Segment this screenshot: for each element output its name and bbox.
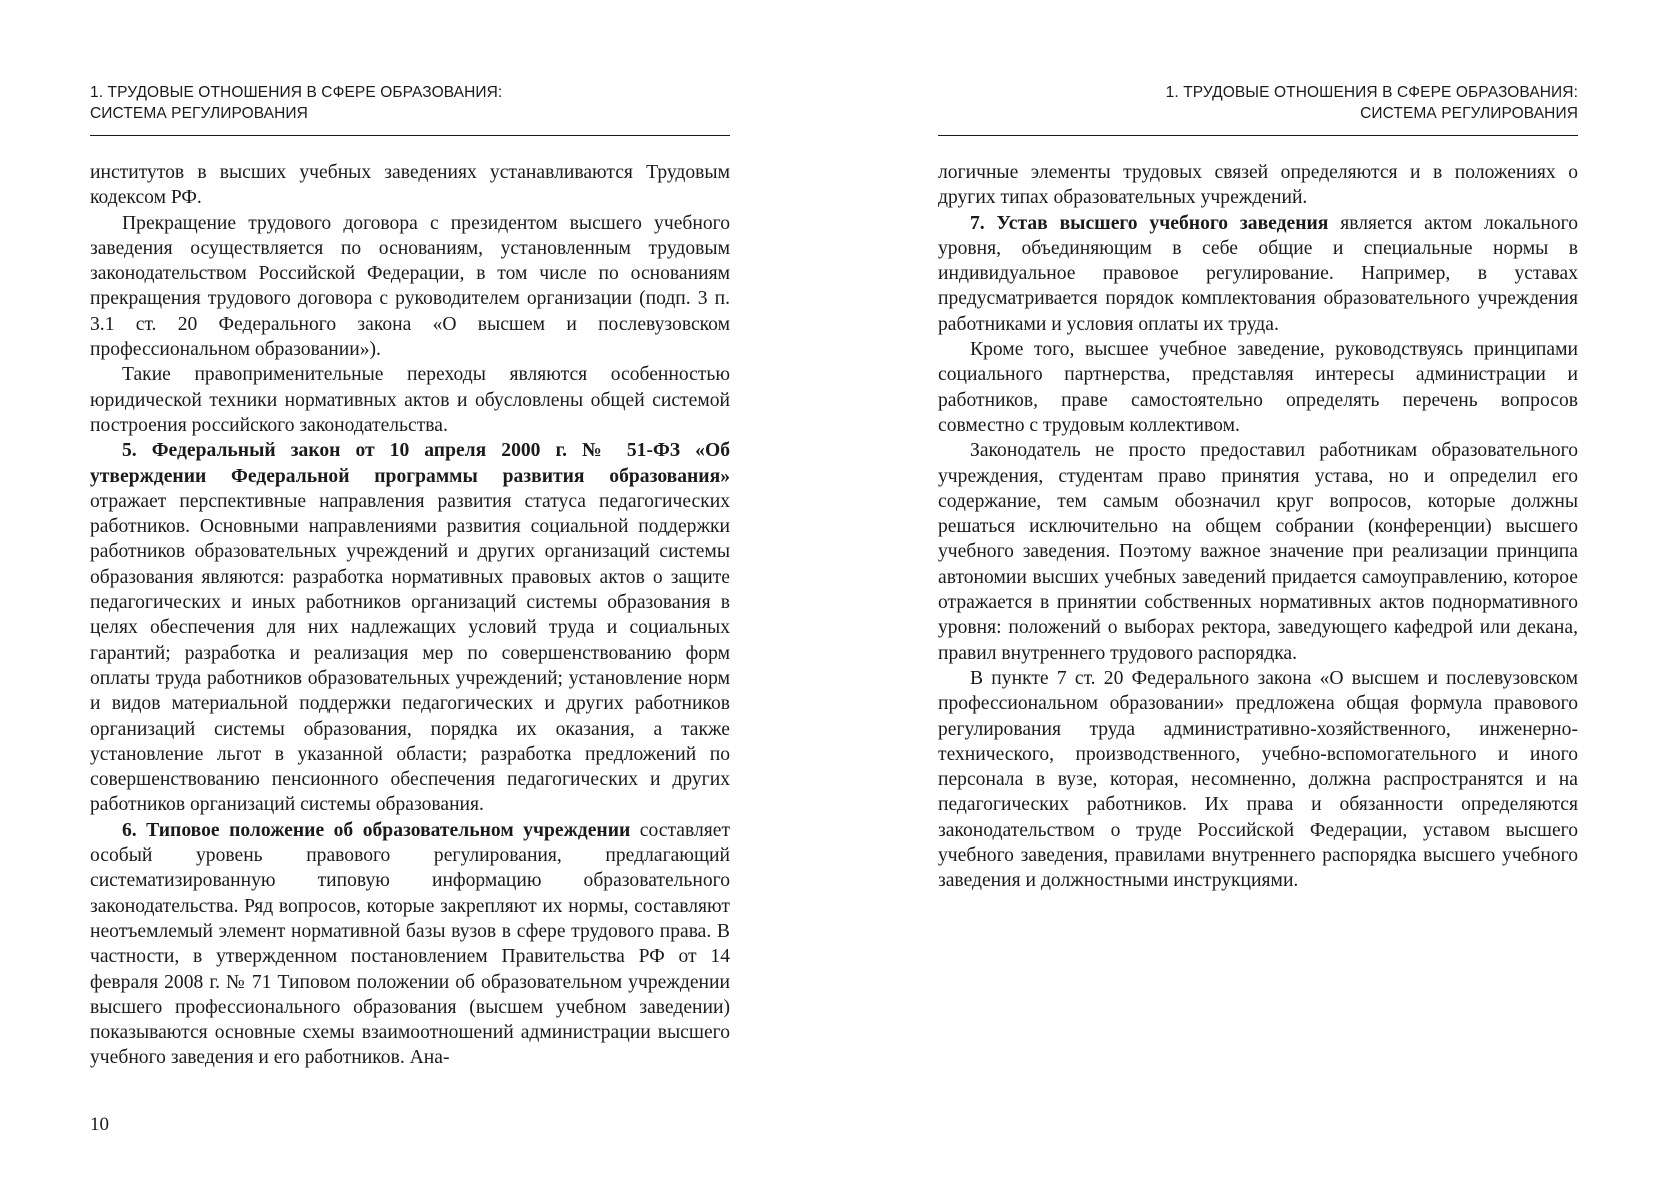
running-head xyxy=(90,82,730,124)
paragraph-heading: 5. Федеральный закон от 10 апреля 2000 г. № 51-ФЗ «Об утверждении Федеральной программы развития образования» xyxy=(90,440,730,487)
running-head xyxy=(938,82,1578,124)
body-text xyxy=(90,160,730,1071)
header-rule xyxy=(90,135,730,136)
paragraph: 5. Федеральный закон от 10 апреля 2000 г. № 51-ФЗ «Об утверждении Федеральной программы развития образования» отражает перспективные направления развития статуса педагогических работников. Основными направлениями развития социальной поддержки работников образовательных учреждений и других организаций системы образования являются: разработка нормативных правовых актов о защите педагогических и иных работников организаций системы образования в целях обеспечения для них надлежащих условий труда и социальных гарантий; разработка и реализация мер по совершенствованию форм оплаты труда работников образовательных учреждений; установление норм и видов материальной поддержки педагогических и других работников организаций системы образования, порядка их оказания, а также установление льгот в указанной области; разработка предложений по совершенствованию пенсионного обеспечения педагогических и других работников организаций системы образования. xyxy=(90,440,730,816)
paragraph: институтов в высших учебных заведениях устанавливаются Трудовым кодексом РФ. xyxy=(90,162,730,209)
header-rule xyxy=(938,135,1578,136)
running-head-line: СИСТЕМА РЕГУЛИРОВАНИЯ xyxy=(1360,105,1578,122)
page-number: 10 xyxy=(90,1114,109,1135)
running-head-line: 1. ТРУДОВЫЕ ОТНОШЕНИЯ В СФЕРЕ ОБРАЗОВАНИЯ: xyxy=(1165,84,1578,101)
running-head-line: 1. ТРУДОВЫЕ ОТНОШЕНИЯ В СФЕРЕ ОБРАЗОВАНИЯ: xyxy=(90,84,503,101)
paragraph-heading: 7. Устав высшего учебного заведения xyxy=(970,212,1329,234)
paragraph: логичные элементы трудовых связей определяются и в положениях о других типах образовательных учреждений. xyxy=(938,162,1578,209)
paragraph: В пункте 7 ст. 20 Федерального закона «О высшем и послевузовском профессиональном образовании» предложена общая формула правового регулирования труда административно-хозяйственного, инженерно-технического, производственного, учебно-вспомогательного и иного персонала в вузе, которая, несомненно, должна распространятся и на педагогических работников. Их права и обязанности определяются законодательством о труде Российской Федерации, уставом высшего учебного заведения, правилами внутреннего распорядка высшего учебного заведения и должностными инструкциями. xyxy=(938,667,1578,892)
paragraph: Кроме того, высшее учебное заведение, руководствуясь принципами социального партнерства, представляя интересы администрации и работников, праве самостоятельно определять перечень вопросов совместно с трудовым коллективом. xyxy=(938,339,1578,436)
paragraph: Такие правоприменительные переходы являются особенностью юридической техники нормативных актов и обусловлены общей системой построения российского законодательства. xyxy=(90,364,730,436)
body-text xyxy=(938,160,1578,894)
paragraph: 7. Устав высшего учебного заведения является актом локального уровня, объединяющим в себе общие и специальные нормы в индивидуальное правовое регулирование. Например, в уставах предусматривается порядок комплектования образовательного учреждения работниками и условия оплаты их труда. xyxy=(938,212,1579,335)
running-head-line: СИСТЕМА РЕГУЛИРОВАНИЯ xyxy=(90,105,308,122)
paragraph: Прекращение трудового договора с президентом высшего учебного заведения осуществляется по основаниям, установленным трудовым законодательством Российской Федерации, в том числе по основаниям прекращения трудового договора с руководителем организации (подп. 3 п. 3.1 ст. 20 Федерального закона «О высшем и послевузовском профессиональном образовании»). xyxy=(90,212,730,361)
paragraph-heading: 6. Типовое положение об образовательном учреждении xyxy=(122,819,631,841)
paragraph: 6. Типовое положение об образовательном учреждении составляет особый уровень правового регулирования, предлагающий систематизированную типовую информацию образовательного законодательства. Ряд вопросов, которые закрепляют их нормы, составляют неотъемлемый элемент нормативной базы вузов в сфере трудового права. В частности, в утвержденном постановлением Правительства РФ от 14 февраля 2008 г. № 71 Типовом положении об образовательном учреждении высшего профессионального образования (высшем учебном заведении) показываются основные схемы взаимоотношений администрации высшего учебного заведения и его работников. Ана- xyxy=(90,819,731,1069)
paragraph: Законодатель не просто предоставил работникам образовательного учреждения, студентам право принятия устава, но и определил его содержание, тем самым обозначил круг вопросов, которые должны решаться исключительно на общем собрании (конференции) высшего учебного заведения. Поэтому важное значение при реализации принципа автономии высших учебных заведений придается самоуправлению, которое отражается в принятии собственных нормативных актов поднормативного уровня: положений о выборах ректора, заведующего кафедрой или декана, правил внутреннего трудового распорядка. xyxy=(938,440,1578,664)
